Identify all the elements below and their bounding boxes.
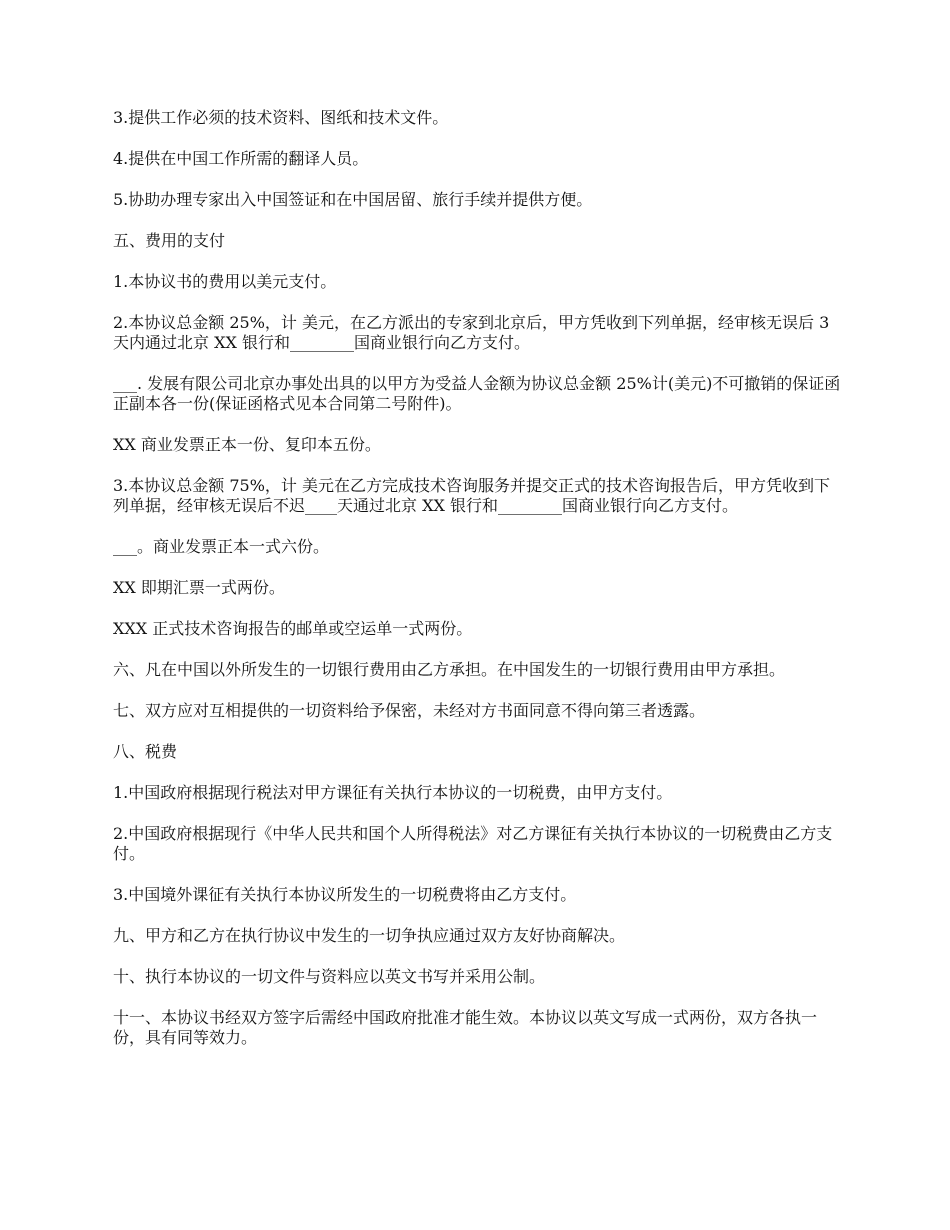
document-body xyxy=(113,108,843,1069)
section-language-and-units: 十、执行本协议的一切文件与资料应以英文书写并采用公制。 xyxy=(113,967,546,986)
paragraph-invoice-six-copies: ___。商业发票正本一式六份。 xyxy=(113,537,330,556)
paragraph-payment-currency: 1.本协议书的费用以美元支付。 xyxy=(113,272,337,291)
paragraph-tax-overseas: 3.中国境外课征有关执行本协议所发生的一切税费将由乙方支付。 xyxy=(113,885,577,904)
section-effectiveness: 十一、本协议书经双方签字后需经中国政府批准才能生效。本协议以英文写成一式两份，双方各执一份，具有同等效力。 xyxy=(113,1008,818,1047)
paragraph-payment-75-percent: 3.本协议总金额 75%，计 美元在乙方完成技术咨询服务并提交正式的技术咨询报告后，甲方凭收到下列单据，经审核无误后不迟____天通过北京 XX 银行和________国商业银行向乙方支付。 xyxy=(113,476,831,515)
paragraph-tax-party-a: 1.中国政府根据现行税法对甲方课征有关执行本协议的一切税费，由甲方支付。 xyxy=(113,783,673,802)
section-heading-taxes: 八、税费 xyxy=(113,742,178,761)
paragraph-payment-25-percent: 2.本协议总金额 25%，计 美元，在乙方派出的专家到北京后，甲方凭收到下列单据，经审核无误后 3 天内通过北京 XX 银行和________国商业银行向乙方支付。 xyxy=(113,313,830,352)
paragraph-report-airway-bill: XXX 正式技术咨询报告的邮单或空运单一式两份。 xyxy=(113,619,473,638)
paragraph-commercial-invoice: XX 商业发票正本一份、复印本五份。 xyxy=(113,435,381,454)
paragraph-provide-translators: 4.提供在中国工作所需的翻译人员。 xyxy=(113,149,369,168)
paragraph-guarantee-letter: ___. 发展有限公司北京办事处出具的以甲方为受益人金额为协议总金额 25%计(美元)不可撤销的保证函正副本各一份(保证函格式见本合同第二号附件)。 xyxy=(113,374,841,413)
paragraph-visa-assistance: 5.协助办理专家出入中国签证和在中国居留、旅行手续并提供方便。 xyxy=(113,190,593,209)
section-confidentiality: 七、双方应对互相提供的一切资料给予保密，未经对方书面同意不得向第三者透露。 xyxy=(113,701,706,720)
paragraph-tax-party-b: 2.中国政府根据现行《中华人民共和国个人所得税法》对乙方课征有关执行本协议的一切税费由乙方支付。 xyxy=(113,824,833,863)
paragraph-sight-draft: XX 即期汇票一式两份。 xyxy=(113,578,285,597)
paragraph-provide-technical-materials: 3.提供工作必须的技术资料、图纸和技术文件。 xyxy=(113,108,449,127)
section-heading-payment: 五、费用的支付 xyxy=(113,231,226,250)
section-bank-charges: 六、凡在中国以外所发生的一切银行费用由乙方承担。在中国发生的一切银行费用由甲方承担。 xyxy=(113,660,786,679)
section-dispute-resolution: 九、甲方和乙方在执行协议中发生的一切争执应通过双方友好协商解决。 xyxy=(113,926,626,945)
